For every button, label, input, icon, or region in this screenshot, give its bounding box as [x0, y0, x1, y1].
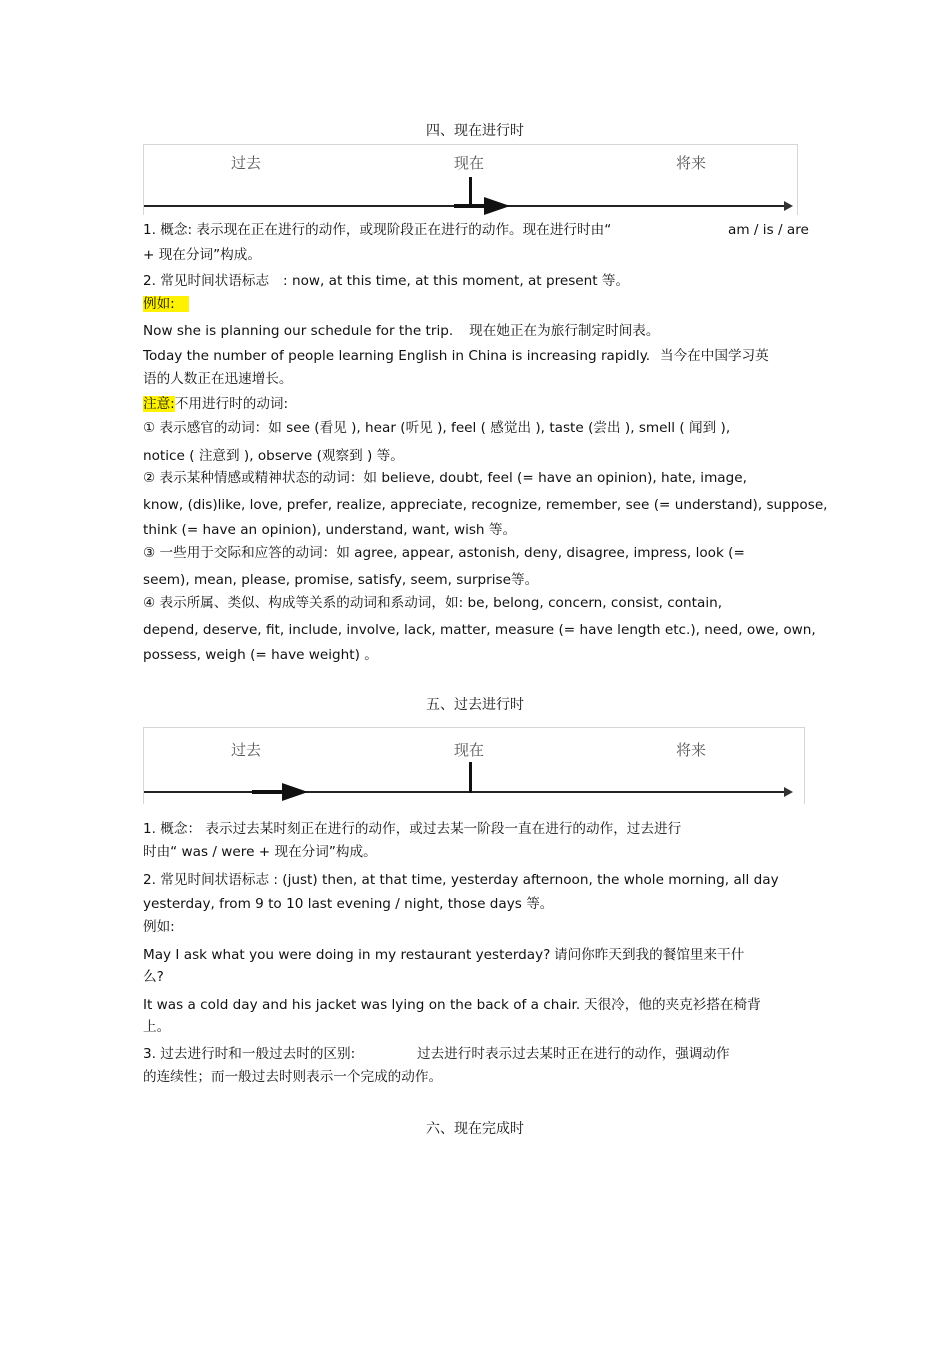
difference-label: 3. 过去进行时和一般过去时的区别: — [143, 1046, 356, 1062]
example-1 — [143, 322, 659, 340]
time-markers-line-2: yesterday, from 9 to 10 last evening / night, those days 等。 — [143, 896, 554, 912]
example-1-zh-a: 请问你昨天到我的餐馆里来干什 — [554, 947, 745, 963]
timeline-label-now: 现在 — [454, 154, 485, 172]
example-2-en: It was a cold day and his jacket was lying on the back of a chair. — [143, 997, 581, 1013]
concept-line-1: 1. 概念： 表示过去某时刻正在进行的动作，或过去某一阶段一直在进行的动作，过去进行 — [143, 821, 682, 837]
example-2-zh-b: 语的人数正在迅速增长。 — [143, 371, 293, 387]
note-item-3-line-2: seem), mean, please, promise, satisfy, seem, surprise等。 — [143, 572, 539, 588]
note-item-3-line-1: ③ 一些用于交际和应答的动词：如 agree, appear, astonish, deny, disagree, impress, look (= — [143, 545, 745, 561]
timeline-now-marker — [469, 762, 472, 793]
note-item-2-line-2: know, (dis)like, love, prefer, realize, appreciate, recognize, remember, see (= understand), suppose, — [143, 497, 828, 513]
note-item-4-line-1: ④ 表示所属、类似、构成等关系的动词和系动词，如: be, belong, concern, consist, contain, — [143, 595, 723, 611]
timeline-axis-arrowhead — [784, 201, 793, 211]
example-1-zh: 现在她正在为旅行制定时间表。 — [469, 323, 660, 339]
example-2-en: Today the number of people learning English in China is increasing rapidly. — [143, 348, 651, 364]
timeline-past-continuous — [143, 727, 805, 804]
note-item-1-line-1: ① 表示感官的动词：如 see (看见 ), hear (听见 ), feel ( 感觉出 ), taste (尝出 ), smell ( 闻到 ), — [143, 420, 731, 436]
note-item-4-line-3: possess, weigh (= have weight) 。 — [143, 647, 378, 663]
note-label-highlight: 注意: — [143, 396, 175, 412]
example-1-en: Now she is planning our schedule for the trip. — [143, 323, 454, 339]
difference-text-b: 的连续性；而一般过去时则表示一个完成的动作。 — [143, 1069, 443, 1085]
concept-text: 1. 概念: 表示现在正在进行的动作，或现阶段正在进行的动作。现在进行时由“ — [143, 222, 612, 238]
timeline-present-continuous — [143, 144, 798, 215]
example-1-zh-b: 么? — [143, 969, 164, 985]
timeline-action-bar — [454, 204, 486, 208]
note-item-2-line-1: ② 表示某种情感或精神状态的动词：如 believe, doubt, feel (= have an opinion), hate, image, — [143, 470, 747, 486]
timeline-now-marker — [469, 177, 472, 207]
timeline-action-arrow — [282, 783, 308, 801]
example-1-en: May I ask what you were doing in my restaurant yesterday? — [143, 947, 551, 963]
example-label-highlight: 例如: — [143, 296, 189, 312]
concept-formula: am / is / are — [728, 222, 809, 238]
time-markers-label: 2. 常见时间状语标志 — [143, 273, 270, 289]
timeline-action-arrow — [484, 197, 510, 215]
section-title-present-perfect: 六、现在完成时 — [426, 1121, 524, 1137]
concept-line-2: 时由“ was / were + 现在分词”构成。 — [143, 844, 377, 860]
difference-text-a: 过去进行时表示过去某时正在进行的动作，强调动作 — [417, 1046, 730, 1062]
section-title-past-continuous: 五、过去进行时 — [426, 697, 524, 713]
example-2-line-1 — [143, 347, 650, 365]
example-label-line — [143, 295, 189, 313]
timeline-label-future: 将来 — [676, 741, 707, 759]
time-markers-line — [143, 272, 629, 290]
time-markers-line-1: 2. 常见时间状语标志 : (just) then, at that time, yesterday afternoon, the whole morning, all day — [143, 872, 779, 888]
timeline-label-past: 过去 — [231, 741, 262, 759]
note-text: 不用进行时的动词: — [174, 396, 289, 412]
note-item-4-line-2: depend, deserve, fit, include, involve, lack, matter, measure (= have length etc.), need, owe, own, — [143, 622, 816, 638]
note-item-2-line-3: think (= have an opinion), understand, want, wish 等。 — [143, 522, 517, 538]
time-markers-list: : now, at this time, at this moment, at present 等。 — [283, 273, 630, 289]
timeline-axis-arrowhead — [784, 787, 793, 797]
example-2-zh-a: 天很冷，他的夹克衫搭在椅背 — [584, 997, 761, 1013]
concept-line-1 — [143, 221, 611, 239]
timeline-label-future: 将来 — [676, 154, 707, 172]
concept-line-2: + 现在分词”构成。 — [143, 247, 261, 263]
timeline-label-past: 过去 — [231, 154, 262, 172]
example-label: 例如: — [143, 919, 175, 935]
timeline-action-bar — [252, 790, 284, 794]
timeline-axis — [144, 791, 784, 793]
timeline-label-now: 现在 — [454, 741, 485, 759]
example-2-zh-a: 当今在中国学习英 — [660, 348, 769, 364]
section-title-present-continuous: 四、现在进行时 — [426, 123, 524, 139]
note-item-1-line-2: notice ( 注意到 ), observe (观察到 ) 等。 — [143, 448, 404, 464]
note-line — [143, 395, 288, 413]
example-2-zh-b: 上。 — [143, 1019, 171, 1035]
